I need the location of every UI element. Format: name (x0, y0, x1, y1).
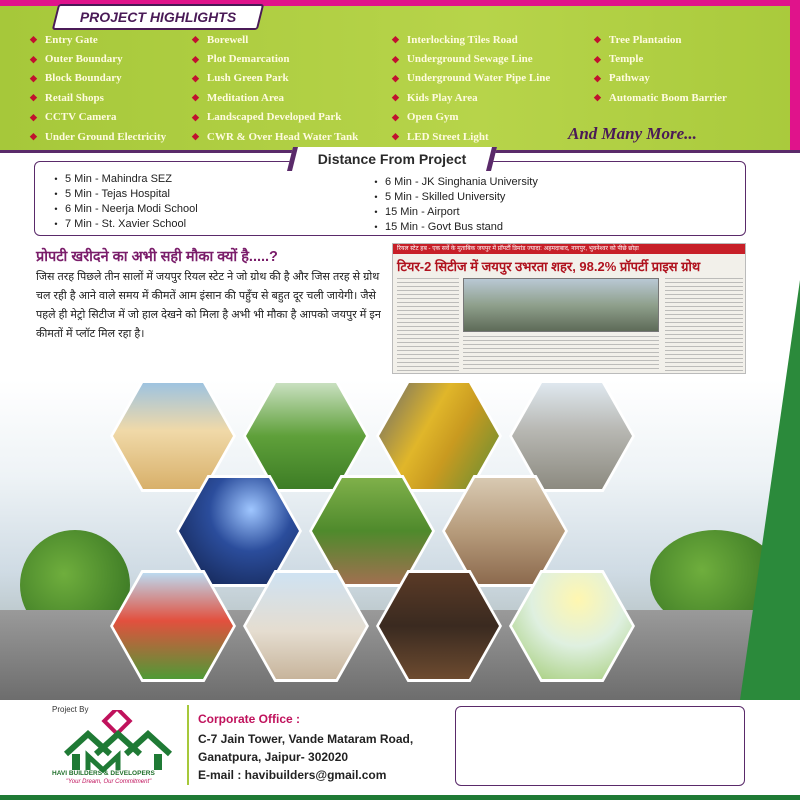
highlight-label: Entry Gate (44, 33, 98, 46)
distance-label: 15 Min - Govt Bus stand (385, 221, 503, 233)
highlights-column-3 (392, 30, 550, 146)
highlight-label: Borewell (206, 33, 249, 46)
highlight-label: Outer Boundary (44, 53, 123, 66)
project-highlights-section (0, 0, 800, 150)
diamond-bullet-icon: ◆ (192, 53, 199, 64)
highlight-item (30, 49, 166, 68)
highlight-item (30, 30, 166, 49)
highlight-item (392, 49, 550, 68)
news-city-photo (463, 278, 659, 332)
distance-title-tab (287, 147, 497, 171)
why-buy-paragraph: जिस तरह पिछले तीन सालों में जयपुर रियल स्टेट ने जो ग्रोथ की है और जिस तरह से ग्रोथ चल रही है आने वाले समय में कीमतें आम इंसान की पहुँच से बहुत दूर चली जायेगी। जैसे पहले ही मेट्रो सिटीज में जो हाल देखने को मिला है अभी भी मौका है आपको जयपुर में इन कीमतों में प्लॉट मिल रहा है। (36, 271, 381, 340)
highlights-column-1 (30, 30, 166, 146)
highlight-label: Pathway (608, 72, 650, 85)
highlight-label: Automatic Boom Barrier (608, 91, 727, 104)
diamond-bullet-icon: ◆ (192, 131, 199, 142)
company-name: HAVI BUILDERS & DEVELOPERS (52, 770, 155, 777)
distance-list-left (47, 172, 198, 232)
distance-item (367, 175, 538, 190)
distance-item (47, 202, 198, 217)
highlight-item (192, 49, 358, 68)
diamond-bullet-icon: ◆ (392, 92, 399, 103)
bullet-icon: • (54, 174, 58, 184)
highlight-item (392, 30, 550, 49)
distance-label: 6 Min - JK Singhania University (385, 176, 538, 188)
distance-title: Distance From Project (317, 151, 467, 167)
highlight-item (594, 49, 727, 68)
highlight-item (192, 69, 358, 88)
highlights-column-2 (192, 30, 358, 146)
bullet-icon: • (54, 204, 58, 214)
highlight-label: LED Street Light (406, 130, 489, 143)
highlight-label: Plot Demarcation (206, 53, 290, 66)
diamond-bullet-icon: ◆ (30, 92, 37, 103)
highlight-item (30, 127, 166, 146)
distance-label: 5 Min - Tejas Hospital (65, 188, 170, 200)
highlight-item (594, 69, 727, 88)
news-headline: टियर-2 सिटीज में जयपुर उभरता शहर, 98.2% प्रॉपर्टी प्राइस ग्रोथ (397, 259, 701, 274)
contact-stamp-box (455, 706, 745, 786)
bottom-green-bar (0, 795, 800, 800)
diamond-bullet-icon: ◆ (594, 34, 601, 45)
magenta-edge (790, 0, 800, 150)
highlight-label: Underground Sewage Line (406, 53, 533, 66)
highlight-label: CWR & Over Head Water Tank (206, 130, 359, 143)
highlight-label: Kids Play Area (406, 91, 478, 104)
highlights-column-4 (594, 30, 727, 108)
project-by-label: Project By (52, 705, 89, 714)
bullet-icon: • (374, 192, 378, 202)
green-accent-wedge (740, 280, 800, 700)
highlight-label: CCTV Camera (44, 111, 117, 124)
highlight-label: Underground Water Pipe Line (406, 72, 551, 85)
distance-item (367, 205, 538, 220)
distance-item (47, 217, 198, 232)
highlight-item (30, 69, 166, 88)
highlight-label: Block Boundary (44, 72, 122, 85)
and-many-more: And Many More... (568, 124, 697, 143)
highlight-item (192, 108, 358, 127)
highlight-item (192, 127, 358, 146)
highlight-item (30, 88, 166, 107)
highlights-title: PROJECT HIGHLIGHTS (79, 9, 237, 25)
highlight-label: Lush Green Park (206, 72, 289, 85)
distance-label: 5 Min - Mahindra SEZ (65, 173, 172, 185)
distance-label: 7 Min - St. Xavier School (65, 218, 187, 230)
diamond-bullet-icon: ◆ (192, 92, 199, 103)
highlight-item (392, 127, 550, 146)
diamond-bullet-icon: ◆ (30, 53, 37, 64)
distance-item (47, 172, 198, 187)
news-strap: रियल स्टेट हब - एक सर्वे के मुताबिक जयपुर में प्रॉपर्टी डिमांड ज्यादा: अहमदाबाद, नागपुर, भुवनेश्वर को पीछे छोड़ा (393, 244, 745, 254)
distance-label: 6 Min - Neerja Modi School (65, 203, 198, 215)
bullet-icon: • (374, 177, 378, 187)
bullet-icon: • (54, 219, 58, 229)
diamond-bullet-icon: ◆ (30, 72, 37, 83)
highlight-label: Landscaped Developed Park (206, 111, 342, 124)
diamond-bullet-icon: ◆ (594, 53, 601, 64)
highlight-item (192, 88, 358, 107)
highlight-item (192, 30, 358, 49)
diamond-bullet-icon: ◆ (30, 34, 37, 45)
newspaper-clipping (392, 243, 746, 374)
diamond-bullet-icon: ◆ (192, 111, 199, 122)
email: E-mail : havibuilders@gmail.com (198, 768, 387, 782)
distance-box (34, 161, 746, 236)
highlight-label: Under Ground Electricity (44, 130, 167, 143)
highlight-label: Retail Shops (44, 91, 104, 104)
bullet-icon: • (374, 222, 378, 232)
distance-item (367, 190, 538, 205)
highlight-item (594, 88, 727, 107)
highlight-item (392, 88, 550, 107)
address-line-1: C-7 Jain Tower, Vande Mataram Road, (198, 732, 414, 746)
news-column-text (397, 278, 459, 372)
address-line-2: Ganatpura, Jaipur- 302020 (198, 750, 349, 764)
diamond-bullet-icon: ◆ (392, 53, 399, 64)
highlight-label: Meditation Area (206, 91, 285, 104)
news-body-text (463, 336, 659, 372)
diamond-bullet-icon: ◆ (192, 72, 199, 83)
highlight-item (30, 108, 166, 127)
news-column-text (665, 278, 743, 372)
corporate-office-label: Corporate Office : (198, 712, 301, 726)
highlight-label: Tree Plantation (608, 33, 682, 46)
bullet-icon: • (54, 189, 58, 199)
company-tagline: "Your Dream, Our Commitment" (66, 779, 152, 785)
diamond-bullet-icon: ◆ (594, 72, 601, 83)
amenities-collage (0, 380, 800, 700)
highlight-item (392, 108, 550, 127)
distance-item (47, 187, 198, 202)
diamond-bullet-icon: ◆ (392, 34, 399, 45)
diamond-bullet-icon: ◆ (192, 34, 199, 45)
bullet-icon: • (374, 207, 378, 217)
highlight-label: Open Gym (406, 111, 459, 124)
highlight-label: Temple (608, 53, 644, 66)
diamond-bullet-icon: ◆ (30, 131, 37, 142)
why-buy-heading: प्रोपटी खरीदने का अभी सही मौका क्यों है.....? (36, 249, 278, 265)
diamond-bullet-icon: ◆ (392, 131, 399, 142)
footer-divider (187, 705, 189, 785)
diamond-bullet-icon: ◆ (392, 72, 399, 83)
distance-list-right (367, 175, 538, 235)
highlights-title-tab (52, 4, 264, 30)
distance-item (367, 220, 538, 235)
diamond-bullet-icon: ◆ (30, 111, 37, 122)
highlight-label: Interlocking Tiles Road (406, 33, 518, 46)
diamond-bullet-icon: ◆ (392, 111, 399, 122)
highlight-item (392, 69, 550, 88)
distance-label: 15 Min - Airport (385, 206, 460, 218)
distance-label: 5 Min - Skilled University (385, 191, 506, 203)
highlight-item (594, 30, 727, 49)
diamond-bullet-icon: ◆ (594, 92, 601, 103)
